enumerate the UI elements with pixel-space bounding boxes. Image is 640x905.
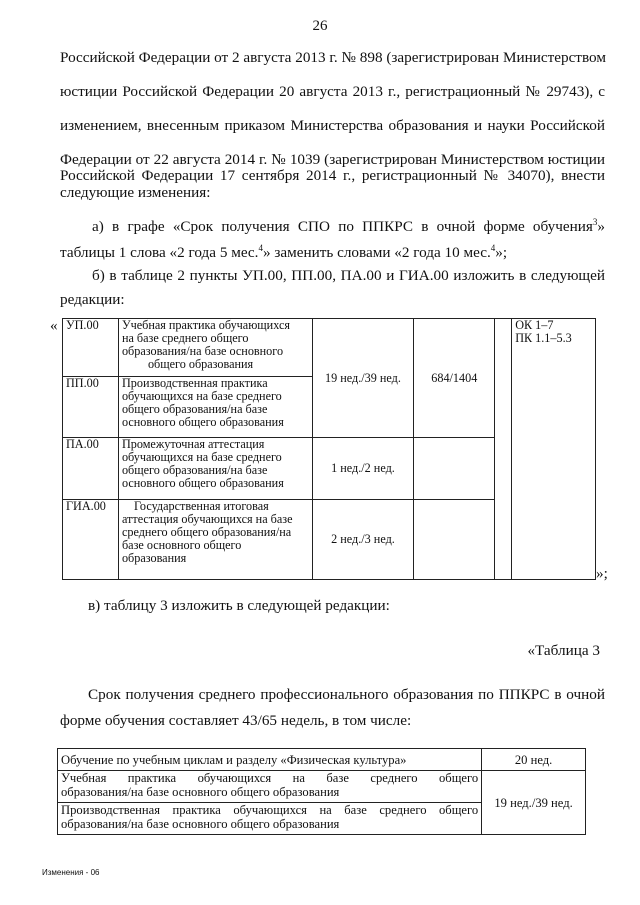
code-cell: ГИА.00 [63,500,119,580]
weeks-cell: 19 нед./39 нед. [312,319,414,438]
table-3 [57,748,586,835]
row-text-cell: Учебная практика обучающихся на базе среднего общего образования/на базе основного общего образования [58,771,482,803]
code-cell: ПА.00 [63,438,119,500]
paragraph-line: Российской Федерации от 2 августа 2013 г. № 898 (зарегистрирован Министерством [60,49,606,66]
item-a-line2: таблицы 1 слова «2 года 5 мес.$^4$» заменить словами «2 года 10 мес.$^4$»; [60,243,508,262]
desc-cell: Учебная практика обучающихся на базе среднего общего образования/на базе основного общего образования [118,319,312,377]
row-text-cell: Производственная практика обучающихся на базе среднего общего образования/на базе основного общего образования [58,803,482,835]
competencies-cell: ОК 1–7 ПК 1.1–5.3 [512,319,596,580]
empty-cell [495,319,512,580]
page-number: 26 [312,18,328,34]
paragraph-line: форме обучения составляет 43/65 недель, в том числе: [60,712,412,729]
desc-cell: Государственная итоговая аттестация обучающихся на базе среднего общего образования/на базе основного общего образования [118,500,312,580]
item-a-line1: а) в графе «Срок получения СПО по ППКРС в очной форме обучения$^3$» [92,217,605,236]
item-b-line2: редакции: [60,291,125,308]
paragraph-line: Российской Федерации 17 сентября 2014 г., регистрационный № 34070), внести [60,167,605,184]
footer-note: Изменения - 06 [42,868,100,877]
paragraph-line: юстиции Российской Федерации 20 августа 2013 г., регистрационный № 29743), с [60,83,605,100]
table-row [58,771,586,803]
table-row [58,749,586,771]
weeks-cell: 2 нед./3 нед. [312,500,414,580]
desc-cell: Производственная практика обучающихся на базе среднего общего образования/на базе основного общего образования [118,377,312,438]
weeks-cell: 1 нед./2 нед. [312,438,414,500]
open-quote: « [50,317,58,334]
code-cell: УП.00 [63,319,119,377]
empty-cell [414,438,495,500]
code-cell: ПП.00 [63,377,119,438]
paragraph-line: изменением, внесенным приказом Министерства образования и науки Российской [60,117,605,134]
close-quote: »; [596,565,608,582]
row-value-cell: 19 нед./39 нед. [482,771,586,835]
paragraph-line: Федерации от 22 августа 2014 г. № 1039 (зарегистрирован Министерством юстиции [60,151,605,168]
empty-cell [414,500,495,580]
table-row [63,319,596,377]
row-text-cell: Обучение по учебным циклам и разделу «Физическая культура» [58,749,482,771]
item-c: в) таблицу 3 изложить в следующей редакции: [88,597,390,614]
item-b-line1: б) в таблице 2 пункты УП.00, ПП.00, ПА.00 и ГИА.00 изложить в следующей [92,267,605,284]
desc-cell: Промежуточная аттестация обучающихся на базе среднего общего образования/на базе основного общего образования [118,438,312,500]
paragraph-line: Срок получения среднего профессионального образования по ППКРС в очной [88,686,605,703]
paragraph-line: следующие изменения: [60,184,211,201]
row-value-cell: 20 нед. [482,749,586,771]
table-3-label: «Таблица 3 [527,642,600,659]
table-2 [62,318,596,580]
hours-cell: 684/1404 [414,319,495,438]
